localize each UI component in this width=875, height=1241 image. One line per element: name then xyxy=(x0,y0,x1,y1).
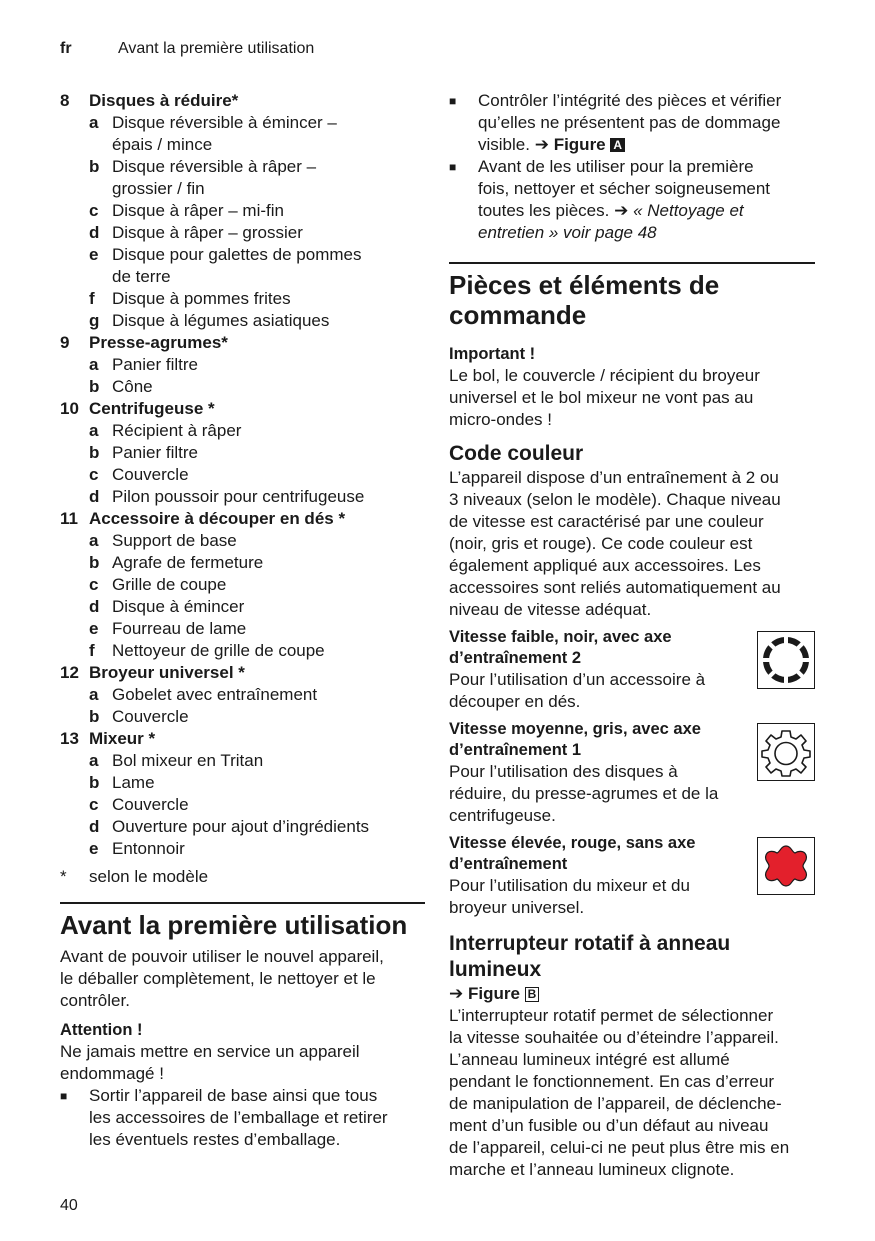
text-line: la vitesse souhaitée ou d’éteindre l’appareil. xyxy=(449,1028,779,1047)
text-line: L’appareil dispose d’un entraînement à 2 ou xyxy=(449,468,779,487)
text-line: Le bol, le couvercle / récipient du broyeur xyxy=(449,366,760,385)
parts-item-text xyxy=(112,750,425,772)
speed-title-line: d’entraînement 2 xyxy=(449,649,582,667)
text-line: niveau de vitesse adéquat. xyxy=(449,600,652,619)
parts-group xyxy=(60,398,425,508)
parts-item-line: Panier filtre xyxy=(112,443,198,462)
parts-item-letter: g xyxy=(89,311,100,330)
page-number: 40 xyxy=(60,1197,78,1214)
parts-item-letter: b xyxy=(89,553,100,572)
code-couleur-text xyxy=(449,467,815,621)
parts-item-line: Panier filtre xyxy=(112,355,198,374)
parts-group-heading xyxy=(60,508,425,530)
parts-item-text xyxy=(112,420,425,442)
parts-item-text xyxy=(112,288,425,310)
parts-list xyxy=(60,90,425,860)
no-drive-axis-red-icon xyxy=(757,837,815,895)
parts-item-letter: e xyxy=(89,245,99,264)
parts-item xyxy=(60,486,425,508)
parts-group xyxy=(60,90,425,332)
parts-item-letter: d xyxy=(89,223,100,242)
text-line: également appliqué aux accessoires. Les xyxy=(449,556,761,575)
parts-group-heading xyxy=(60,398,425,420)
parts-group-heading xyxy=(60,662,425,684)
parts-item xyxy=(60,574,425,596)
text-line: marche et l’anneau lumineux clignote. xyxy=(449,1160,735,1179)
parts-item-letter: d xyxy=(89,487,100,506)
parts-item-text xyxy=(112,442,425,464)
parts-item-letter: d xyxy=(89,817,100,836)
parts-item-letter: c xyxy=(89,201,99,220)
parts-item-letter: a xyxy=(89,113,99,132)
parts-item xyxy=(60,640,425,662)
text-line: L’anneau lumineux intégré est allumé xyxy=(449,1050,730,1069)
figure-b-reference[interactable] xyxy=(449,983,815,1005)
parts-group-number: 13 xyxy=(60,729,79,748)
parts-item xyxy=(60,684,425,706)
bullet-square-icon: ■ xyxy=(60,1089,68,1103)
parts-item-letter: f xyxy=(89,641,95,660)
parts-group xyxy=(60,332,425,398)
figure-word: Figure xyxy=(553,135,606,154)
parts-item-text xyxy=(112,618,425,640)
text-line: ment d’un fusible ou d’un défaut au niveau xyxy=(449,1116,769,1135)
parts-item-line: Récipient à râper xyxy=(112,421,242,440)
text-line: Pour l’utilisation des disques à xyxy=(449,762,678,781)
speed-low-block xyxy=(449,627,815,713)
parts-item-line: Disque à émincer xyxy=(112,597,245,616)
parts-item-line: Fourreau de lame xyxy=(112,619,247,638)
text-line: Pour l’utilisation d’un accessoire à xyxy=(449,670,706,689)
parts-item xyxy=(60,552,425,574)
bullet-square-icon: ■ xyxy=(449,94,457,108)
drive-axis-2-black-icon xyxy=(757,631,815,689)
parts-item-line: Disque réversible à râper – xyxy=(112,157,317,176)
parts-item xyxy=(60,288,425,310)
parts-item-letter: c xyxy=(89,795,99,814)
parts-group-title: Presse-agrumes* xyxy=(89,333,228,352)
parts-item-line: Disque à râper – grossier xyxy=(112,223,303,242)
text-line: les éventuels restes d’emballage. xyxy=(89,1130,341,1149)
text-line: réduire, du presse-agrumes et de la xyxy=(449,784,719,803)
speed-medium-block xyxy=(449,719,815,827)
heading-interrupteur xyxy=(449,931,815,983)
parts-item-line: de terre xyxy=(112,267,171,286)
parts-item xyxy=(60,200,425,222)
parts-item-line: Couvercle xyxy=(112,465,189,484)
header-language: fr xyxy=(60,40,72,57)
parts-item xyxy=(60,156,425,200)
text-line: de vitesse est caractérisé par une couleur xyxy=(449,512,764,531)
switch-text xyxy=(449,1005,815,1181)
heading-line: lumineux xyxy=(449,958,542,981)
parts-item-line: Nettoyeur de grille de coupe xyxy=(112,641,325,660)
parts-item-line: Pilon poussoir pour centrifugeuse xyxy=(112,487,365,506)
speed-title-line: d’entraînement 1 xyxy=(449,741,582,759)
important-label: Important ! xyxy=(449,345,536,363)
right-column xyxy=(449,90,815,1181)
speed-title-line: d’entraînement xyxy=(449,855,568,873)
parts-group-heading xyxy=(60,728,425,750)
figure-a-badge: A xyxy=(610,138,625,152)
text-line: Ne jamais mettre en service un appareil xyxy=(60,1042,360,1061)
left-column xyxy=(60,90,425,1151)
text-fragment: visible. xyxy=(478,135,530,154)
parts-group-number: 11 xyxy=(60,509,78,528)
parts-item-letter: b xyxy=(89,707,100,726)
cross-reference-page[interactable]: entretien » voir page 48 xyxy=(478,223,657,242)
text-line: contrôler. xyxy=(60,991,130,1010)
parts-group-number: 10 xyxy=(60,399,79,418)
parts-item-letter: b xyxy=(89,377,100,396)
parts-item xyxy=(60,112,425,156)
parts-item-text xyxy=(112,200,425,222)
arrow-right-icon: ➔ xyxy=(614,201,629,220)
parts-item xyxy=(60,816,425,838)
bullet-check-parts xyxy=(449,90,815,156)
text-line: centrifugeuse. xyxy=(449,806,556,825)
parts-group xyxy=(60,728,425,860)
parts-item xyxy=(60,530,425,552)
parts-item-letter: a xyxy=(89,355,99,374)
footnote xyxy=(60,866,425,888)
avant-intro xyxy=(60,946,425,1012)
parts-item-text xyxy=(112,310,425,332)
parts-item xyxy=(60,706,425,728)
parts-item-letter: d xyxy=(89,597,100,616)
parts-item-line: grossier / fin xyxy=(112,179,205,198)
parts-item-line: Disque à pommes frites xyxy=(112,289,291,308)
attention-label: Attention ! xyxy=(60,1021,143,1039)
text-line: le déballer complètement, le nettoyer et le xyxy=(60,969,376,988)
parts-item-line: Couvercle xyxy=(112,795,189,814)
parts-item-line: Lame xyxy=(112,773,155,792)
parts-group-title: Mixeur * xyxy=(89,729,156,748)
bullet-clean-parts xyxy=(449,156,815,244)
text-line: qu’elles ne présentent pas de dommage xyxy=(478,113,781,132)
heading-line: Interrupteur rotatif à anneau xyxy=(449,932,731,955)
parts-group-title: Broyeur universel * xyxy=(89,663,245,682)
parts-item-text xyxy=(112,816,425,838)
parts-item-text xyxy=(112,640,425,662)
parts-item-text xyxy=(112,596,425,618)
parts-item-text xyxy=(112,222,425,244)
text-line xyxy=(478,200,815,222)
cross-reference[interactable]: « Nettoyage et xyxy=(633,201,744,220)
text-line: découper en dés. xyxy=(449,692,581,711)
heading-code-couleur: Code couleur xyxy=(449,442,584,465)
figure-word: Figure xyxy=(467,984,520,1003)
parts-item xyxy=(60,244,425,288)
text-line: fois, nettoyer et sécher soigneusement xyxy=(478,179,770,198)
heading-avant-premiere-utilisation: Avant la première utilisation xyxy=(60,910,408,940)
parts-group-title: Centrifugeuse * xyxy=(89,399,215,418)
parts-item-letter: a xyxy=(89,531,99,550)
parts-item-text xyxy=(112,354,425,376)
parts-item-text xyxy=(112,794,425,816)
parts-item xyxy=(60,222,425,244)
speed-title-line: Vitesse élevée, rouge, sans axe xyxy=(449,834,696,852)
parts-item-text xyxy=(112,684,425,706)
footnote-text: selon le modèle xyxy=(89,867,209,886)
parts-item-letter: e xyxy=(89,839,99,858)
parts-item-letter: e xyxy=(89,619,99,638)
text-line: broyeur universel. xyxy=(449,898,585,917)
parts-group xyxy=(60,662,425,728)
text-line: les accessoires de l’emballage et retirer xyxy=(89,1108,388,1127)
text-line: 3 niveaux (selon le modèle). Chaque niveau xyxy=(449,490,781,509)
parts-item xyxy=(60,420,425,442)
parts-group-number: 9 xyxy=(60,333,70,352)
parts-item-line: épais / mince xyxy=(112,135,213,154)
parts-item xyxy=(60,596,425,618)
parts-group-heading xyxy=(60,90,425,112)
parts-item-text xyxy=(112,552,425,574)
text-line: universel et le bol mixeur ne vont pas au xyxy=(449,388,754,407)
parts-item-letter: b xyxy=(89,157,100,176)
parts-item-line: Support de base xyxy=(112,531,237,550)
parts-item xyxy=(60,772,425,794)
text-line: (noir, gris et rouge). Ce code couleur est xyxy=(449,534,753,553)
parts-item-letter: b xyxy=(89,443,100,462)
parts-item-letter: a xyxy=(89,685,99,704)
parts-item-text xyxy=(112,244,425,288)
parts-item-text xyxy=(112,156,425,200)
parts-item-line: Disque pour galettes de pommes xyxy=(112,245,362,264)
header-section-title: Avant la première utilisation xyxy=(118,40,315,57)
figure-b-badge: B xyxy=(525,987,540,1002)
parts-group xyxy=(60,508,425,662)
parts-item-letter: f xyxy=(89,289,95,308)
text-line: Avant de pouvoir utiliser le nouvel appareil, xyxy=(60,947,384,966)
parts-item-text xyxy=(112,574,425,596)
arrow-right-icon: ➔ xyxy=(534,135,549,154)
parts-item xyxy=(60,794,425,816)
attention-text xyxy=(60,1041,425,1085)
parts-group-heading xyxy=(60,332,425,354)
parts-item xyxy=(60,838,425,860)
parts-item xyxy=(60,376,425,398)
parts-item-text xyxy=(112,112,425,156)
parts-group-title: Disques à réduire* xyxy=(89,91,239,110)
text-line: de l’appareil, celui-ci ne peut plus être mis en xyxy=(449,1138,790,1157)
parts-group-number: 12 xyxy=(60,663,79,682)
text-line: micro-ondes ! xyxy=(449,410,552,429)
parts-item-line: Bol mixeur en Tritan xyxy=(112,751,264,770)
heading-pieces-elements xyxy=(449,264,815,330)
text-line: de manipulation de l’appareil, de déclenche- xyxy=(449,1094,782,1113)
parts-item-letter: b xyxy=(89,773,100,792)
parts-group-title: Accessoire à découper en dés * xyxy=(89,509,346,528)
parts-item-text xyxy=(112,706,425,728)
parts-item xyxy=(60,750,425,772)
parts-item-line: Gobelet avec entraînement xyxy=(112,685,318,704)
parts-item-text xyxy=(112,772,425,794)
text-line: Pour l’utilisation du mixeur et du xyxy=(449,876,690,895)
text-line: endommagé ! xyxy=(60,1064,164,1083)
figure-reference[interactable] xyxy=(554,135,625,154)
parts-item-letter: a xyxy=(89,421,99,440)
drive-axis-1-gray-icon xyxy=(757,723,815,781)
parts-item-line: Couvercle xyxy=(112,707,189,726)
parts-item-line: Entonnoir xyxy=(112,839,185,858)
parts-item-line: Disque réversible à émincer – xyxy=(112,113,337,132)
important-text xyxy=(449,365,815,431)
text-line: Contrôler l’intégrité des pièces et vérifier xyxy=(478,91,782,110)
arrow-right-icon: ➔ xyxy=(449,984,464,1003)
text-line: accessoires sont reliés automatiquement au xyxy=(449,578,781,597)
parts-item-line: Disque à légumes asiatiques xyxy=(112,311,330,330)
parts-item-line: Disque à râper – mi-fin xyxy=(112,201,284,220)
parts-item-letter: c xyxy=(89,575,99,594)
parts-item-letter: c xyxy=(89,465,99,484)
text-line: pendant le fonctionnement. En cas d’erreur xyxy=(449,1072,775,1091)
parts-item xyxy=(60,310,425,332)
parts-item-text xyxy=(112,486,425,508)
text-line: Sortir l’appareil de base ainsi que tous xyxy=(89,1086,378,1105)
speed-title-line: Vitesse faible, noir, avec axe xyxy=(449,628,672,646)
speed-title-line: Vitesse moyenne, gris, avec axe xyxy=(449,720,701,738)
text-line xyxy=(478,134,815,156)
parts-item-line: Cône xyxy=(112,377,153,396)
parts-item-line: Agrafe de fermeture xyxy=(112,553,264,572)
parts-item-text xyxy=(112,376,425,398)
bullet-square-icon: ■ xyxy=(449,160,457,174)
parts-item-letter: a xyxy=(89,751,99,770)
text-line: Avant de les utiliser pour la première xyxy=(478,157,754,176)
heading-line: commande xyxy=(449,300,587,330)
bullet-unpack xyxy=(60,1085,425,1151)
parts-item xyxy=(60,354,425,376)
speed-high-block xyxy=(449,833,815,919)
parts-item xyxy=(60,464,425,486)
text-line: L’interrupteur rotatif permet de sélectionner xyxy=(449,1006,774,1025)
parts-item-text xyxy=(112,838,425,860)
parts-item-line: Grille de coupe xyxy=(112,575,227,594)
heading-line: Pièces et éléments de xyxy=(449,270,720,300)
footnote-marker: * xyxy=(60,867,67,886)
parts-item xyxy=(60,618,425,640)
parts-item-line: Ouverture pour ajout d’ingrédients xyxy=(112,817,370,836)
parts-group-number: 8 xyxy=(60,91,70,110)
parts-item-text xyxy=(112,464,425,486)
parts-item-text xyxy=(112,530,425,552)
parts-item xyxy=(60,442,425,464)
text-fragment: toutes les pièces. xyxy=(478,201,610,220)
